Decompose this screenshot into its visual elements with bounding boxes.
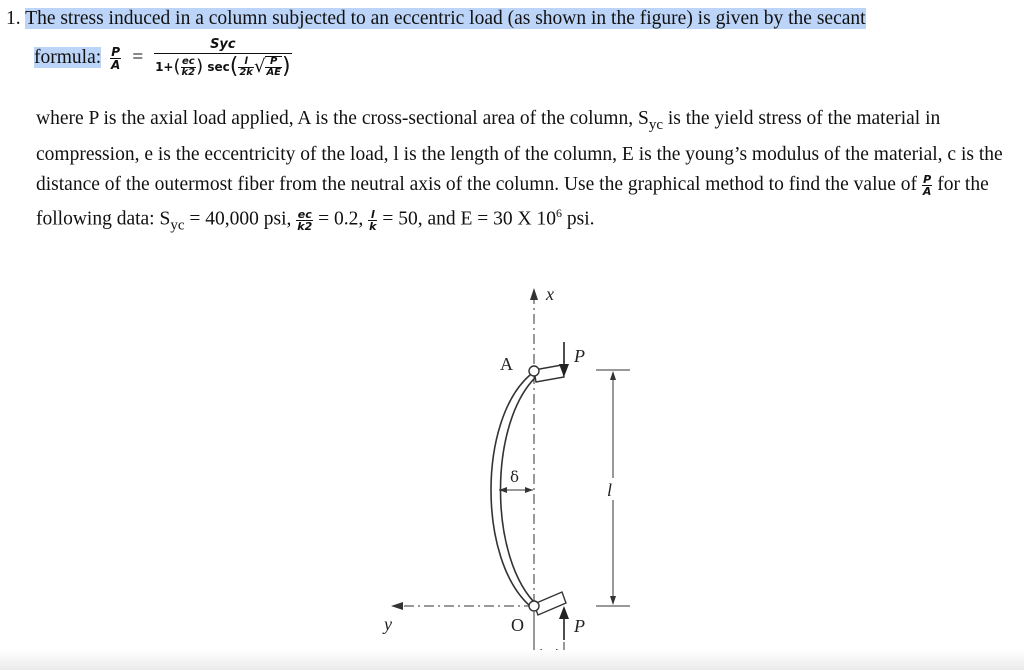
formula-lhs: $\frac{P}{A}$ [111, 44, 121, 72]
pin-A [529, 366, 539, 376]
question-intro: The stress induced in a column subjected to an eccentric load (as shown in the figure) is given by the secant [25, 8, 866, 29]
x-axis-arrow [530, 288, 538, 300]
label-P-top: P [574, 346, 585, 366]
label-P-bottom: P [574, 616, 585, 636]
label-A: A [500, 354, 513, 374]
label-delta: δ [510, 468, 520, 486]
delta-arrowhead-right [525, 487, 533, 493]
formula-rhs-numerator: Syc [154, 38, 292, 54]
pin-O [529, 601, 539, 611]
bottom-shadow [0, 650, 1024, 670]
question-number: 1. [6, 8, 21, 29]
formula-equals: = [132, 47, 144, 68]
eck-fraction: $\frac{ec}{k2}$ [297, 207, 313, 233]
formula-rhs-denominator: 1+( $\frac{ec}{k2}$ ) sec( $\frac{l}{2k}$ √ $\frac{P}{AE}$ ) [155, 54, 291, 79]
x-axis-label: x [546, 284, 554, 304]
question-paragraph: where P is the axial load applied, A is the cross-sectional area of the column, $S_{yc}$ is the yield stress of the material in compression, e is the eccentricity of the load, l is the length of the column, E is the young’s modulus of the material, c is the distance of the outermost fiber from the neutral axis of the column. Use the graphical method to find the value of $\frac{P}{A}$ for the following data: $S_{yc} = 40,000$ psi, $\frac{ec}{k2}$ = 0.2, $\frac{l}{k}$ = 50, and E = 30 X $10^6$ psi. [36, 108, 1003, 234]
load-arrowhead-bottom [559, 606, 569, 619]
length-arrowhead-bottom [610, 596, 616, 605]
label-O: O [511, 615, 524, 635]
length-arrowhead-top [610, 371, 616, 380]
y-axis-arrow [391, 602, 403, 610]
lk-fraction: $\frac{l}{k}$ [369, 207, 377, 233]
label-l: l [607, 480, 613, 500]
pa-fraction: $\frac{P}{A}$ [922, 172, 932, 198]
formula-label: formula: [34, 47, 102, 68]
y-axis-label: y [384, 614, 392, 634]
